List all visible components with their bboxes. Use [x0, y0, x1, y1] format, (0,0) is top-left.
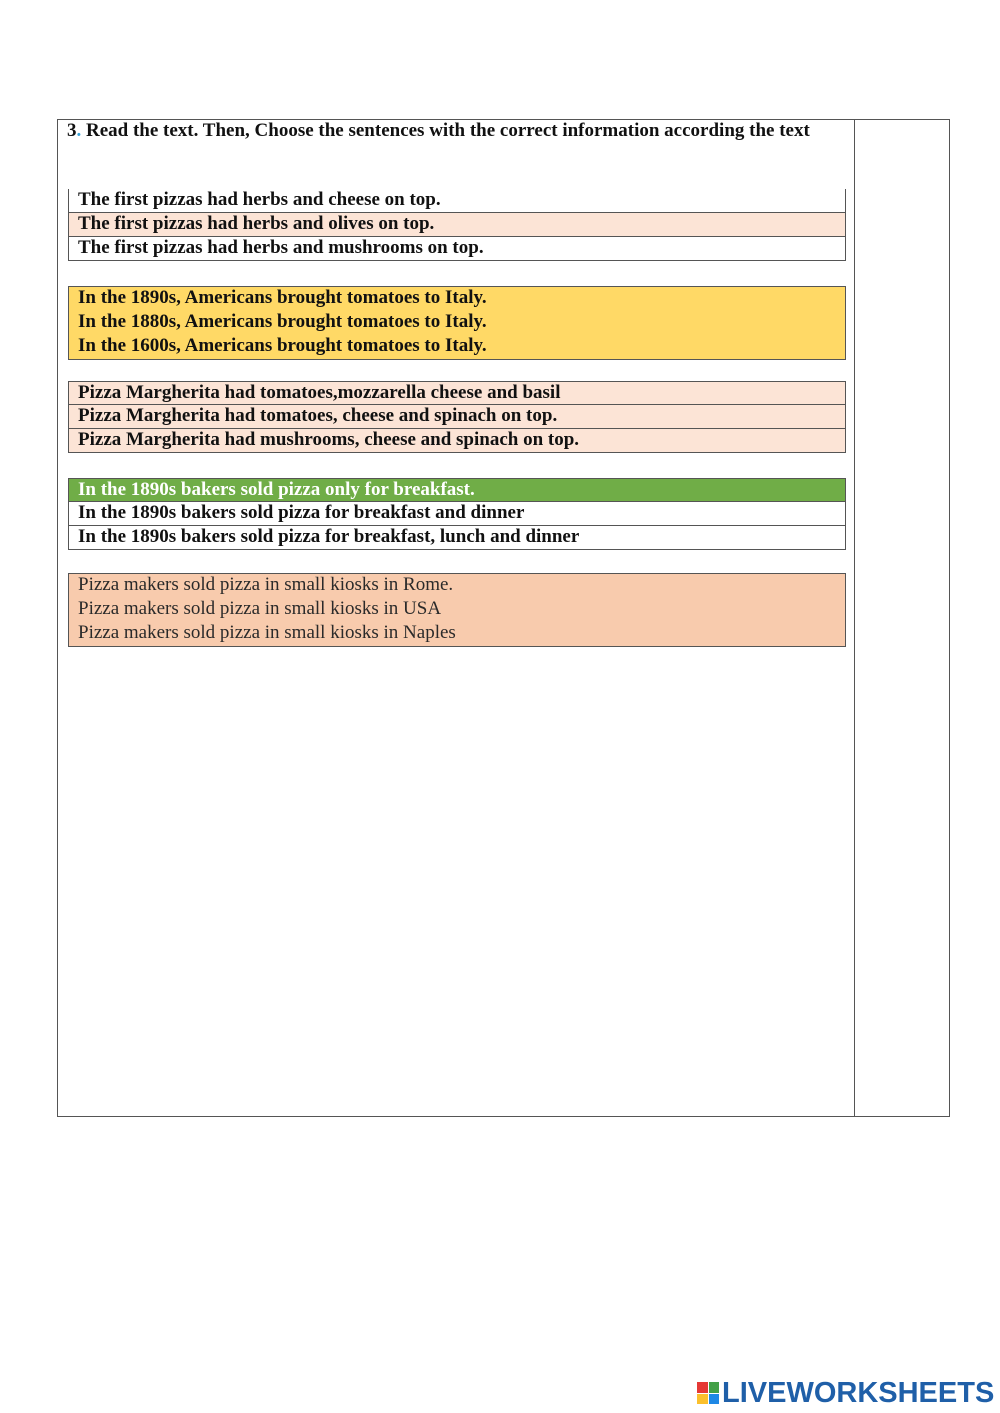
- option-group-1: [68, 189, 846, 261]
- option[interactable]: Pizza makers sold pizza in small kiosks in Rome.: [78, 574, 454, 595]
- option-group-4: [68, 478, 846, 550]
- brand-name: LIVEWORKSHEETS: [722, 1376, 995, 1409]
- option[interactable]: In the 1880s, Americans brought tomatoes to Italy.: [78, 311, 487, 332]
- option-selected[interactable]: In the 1890s bakers sold pizza only for breakfast.: [69, 478, 845, 502]
- option[interactable]: Pizza makers sold pizza in small kiosks in USA: [78, 598, 442, 619]
- question-instruction: [67, 119, 837, 143]
- option[interactable]: In the 1890s bakers sold pizza for breakfast and dinner: [69, 502, 845, 526]
- option[interactable]: The first pizzas had herbs and olives on top.: [69, 213, 845, 237]
- option-group-3: [68, 381, 846, 453]
- option[interactable]: In the 1890s bakers sold pizza for breakfast, lunch and dinner: [69, 526, 845, 550]
- option[interactable]: Pizza makers sold pizza in small kiosks in Naples: [78, 622, 456, 643]
- option[interactable]: Pizza Margherita had tomatoes, cheese and spinach on top.: [69, 405, 845, 429]
- option[interactable]: In the 1600s, Americans brought tomatoes to Italy.: [78, 335, 487, 356]
- option[interactable]: In the 1890s, Americans brought tomatoes to Italy.: [78, 287, 487, 308]
- option-group-2: [68, 286, 846, 360]
- option[interactable]: The first pizzas had herbs and cheese on top.: [69, 189, 845, 213]
- question-number-dot: .: [76, 120, 82, 141]
- option-group-5: [68, 573, 846, 647]
- question-number: 3: [67, 120, 77, 141]
- instruction-text: Read the text. Then, Choose the sentences with the correct information according the text: [81, 120, 810, 141]
- option[interactable]: Pizza Margherita had tomatoes,mozzarella cheese and basil: [69, 381, 845, 405]
- option[interactable]: The first pizzas had herbs and mushrooms on top.: [69, 237, 845, 261]
- score-column-divider: [854, 119, 855, 1117]
- liveworksheets-logo: [697, 1377, 994, 1409]
- option[interactable]: Pizza Margherita had mushrooms, cheese and spinach on top.: [69, 429, 845, 453]
- liveworksheets-logo-icon: [697, 1382, 719, 1404]
